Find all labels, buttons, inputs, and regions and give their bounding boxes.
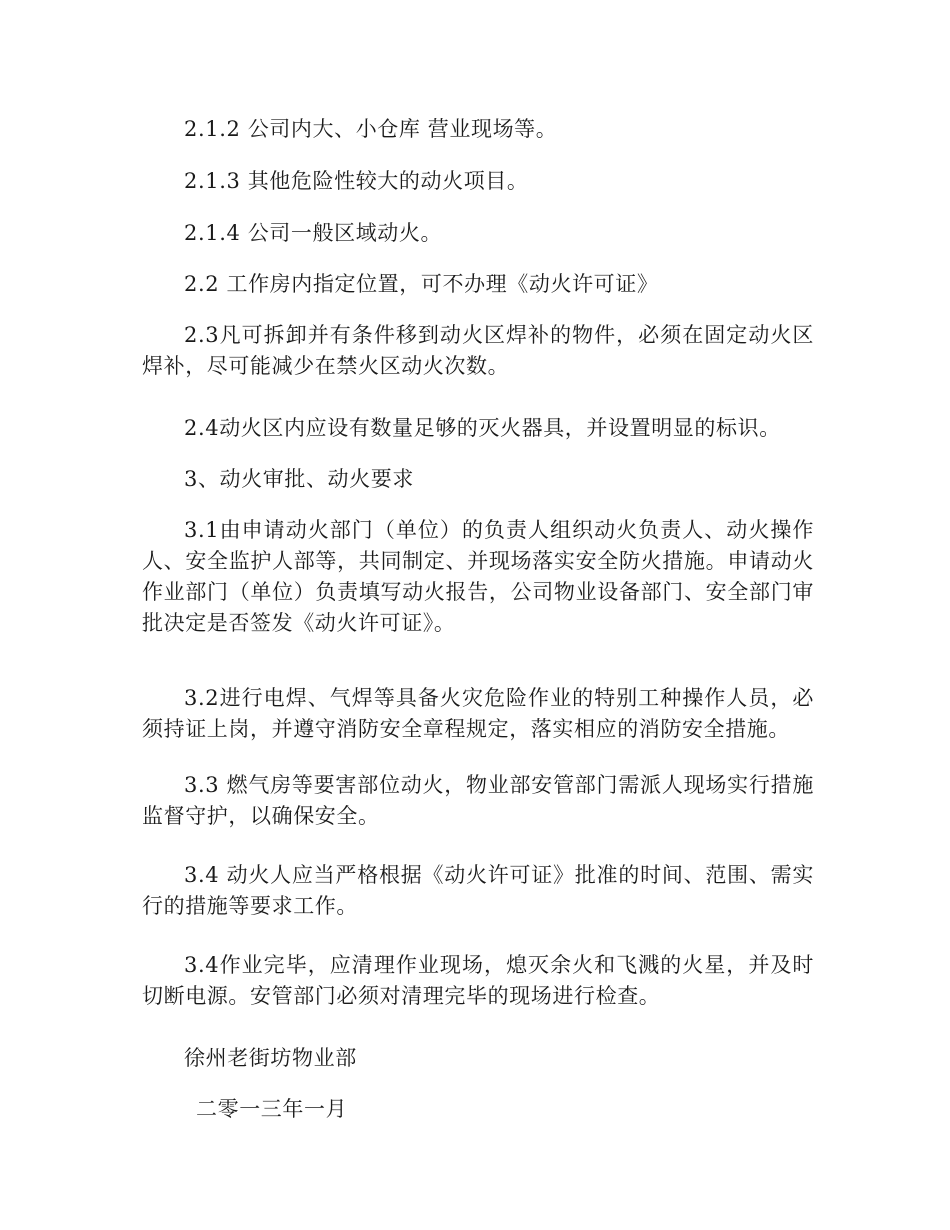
section-heading-3: 3、动火审批、动火要求	[184, 467, 414, 491]
paragraph-2-1-4: 2.1.4 公司一般区域动火。	[184, 221, 443, 245]
signature-organization: 徐州老街坊物业部	[184, 1046, 357, 1070]
paragraph-2-1-3: 2.1.3 其他危险性较大的动火项目。	[184, 169, 529, 193]
paragraph-3-4-a: 3.4 动火人应当严格根据《动火许可证》批准的时间、范围、需实行的措施等要求工作。	[142, 863, 814, 918]
paragraph-2-2: 2.2 工作房内指定位置，可不办理《动火许可证》	[184, 272, 659, 296]
paragraph-2-3: 2.3凡可拆卸并有条件移到动火区焊补的物件，必须在固定动火区焊补，尽可能减少在禁火区动火次数。	[142, 323, 814, 378]
signature-date: 二零一三年一月	[196, 1097, 348, 1121]
paragraph-3-3: 3.3 燃气房等要害部位动火，物业部安管部门需派人现场实行措施监督守护，以确保安全。	[142, 773, 814, 828]
paragraph-3-2: 3.2进行电焊、气焊等具备火灾危险作业的特别工种操作人员，必须持证上岗，并遵守消防安全章程规定，落实相应的消防安全措施。	[142, 686, 814, 741]
paragraph-2-1-2: 2.1.2 公司内大、小仓库 营业现场等。	[184, 117, 558, 141]
paragraph-3-1: 3.1由申请动火部门（单位）的负责人组织动火负责人、动火操作人、安全监护人部等，共同制定、并现场落实安全防火措施。申请动火作业部门（单位）负责填写动火报告，公司物业设备部门、安全部门审批决定是否签发《动火许可证》。	[142, 518, 814, 635]
paragraph-2-4: 2.4动火区内应设有数量足够的灭火器具，并设置明显的标识。	[184, 416, 781, 440]
paragraph-3-4-b: 3.4作业完毕，应清理作业现场，熄灭余火和飞溅的火星，并及时切断电源。安管部门必须对清理完毕的现场进行检查。	[142, 953, 814, 1008]
